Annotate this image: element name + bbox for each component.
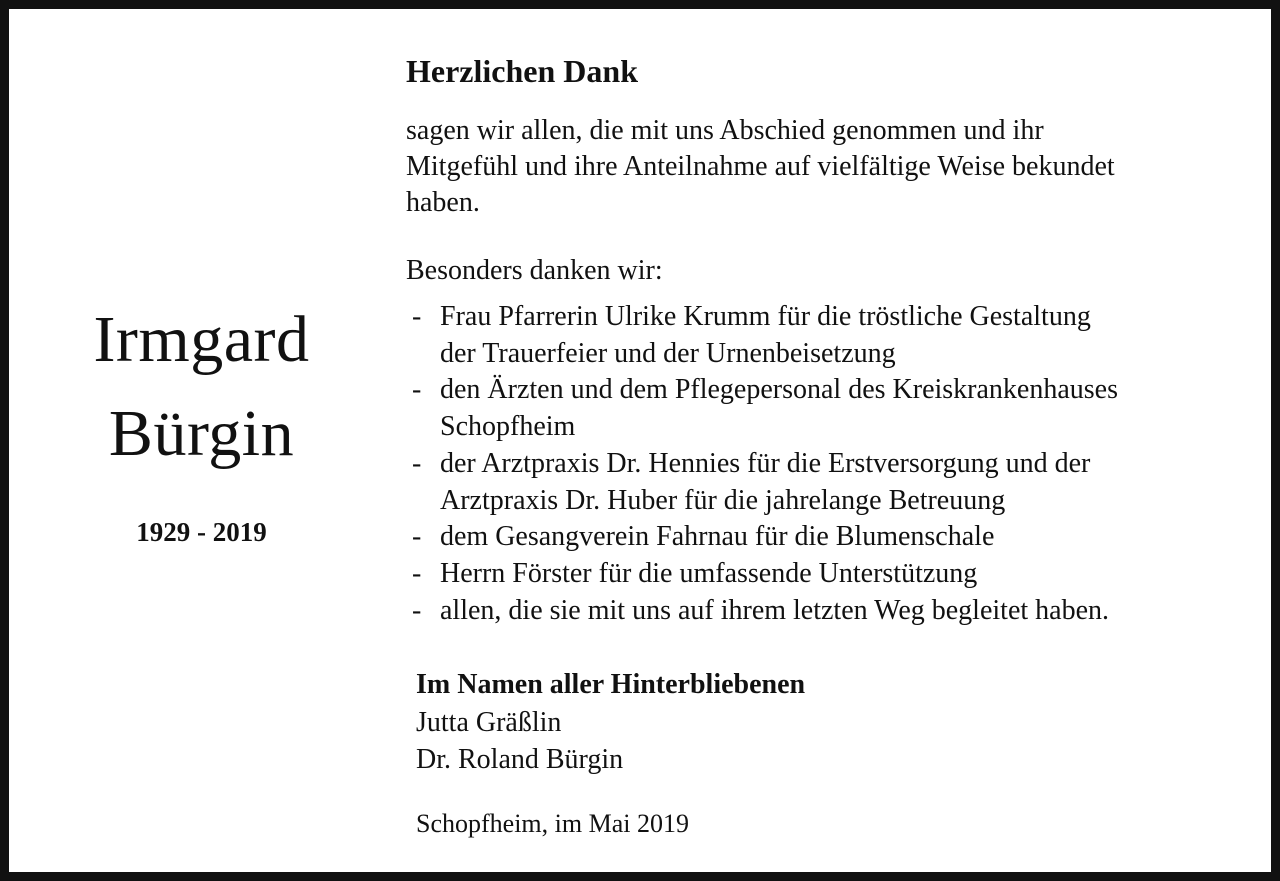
intro-line: Mitgefühl und ihre Anteilnahme auf vielfältige Weise bekundet <box>406 151 1115 182</box>
bullet-dash: - <box>412 301 422 332</box>
signatory-name: Dr. Roland Bürgin <box>416 744 624 775</box>
bullet-dash: - <box>412 374 422 406</box>
list-item-line: Schopfheim <box>440 411 576 443</box>
special-thanks-label: Besonders danken wir: <box>406 255 663 286</box>
intro-line: haben. <box>406 187 480 218</box>
list-item <box>406 556 1118 593</box>
list-item-line: dem Gesangverein Fahrnau für die Blumenschale <box>440 521 995 553</box>
signature-title: Im Namen aller Hinterbliebenen <box>416 669 806 700</box>
bullet-dash: - <box>412 447 422 479</box>
deceased-first-name: Irmgard <box>93 303 310 376</box>
list-item <box>406 372 1118 445</box>
intro-line: sagen wir allen, die mit uns Abschied genommen und ihr <box>406 115 1044 146</box>
list-item <box>406 519 1118 556</box>
notice-heading: Herzlichen Dank <box>406 53 638 89</box>
life-dates: 1929 - 2019 <box>136 517 267 547</box>
list-item-line: Herrn Förster für die umfassende Unterstützung <box>440 557 978 589</box>
bullet-dash: - <box>412 557 422 589</box>
list-item <box>406 299 1118 372</box>
signatory-name: Jutta Gräßlin <box>416 707 562 738</box>
list-item-line: der Arztpraxis Dr. Hennies für die Erstversorgung und der <box>440 447 1091 479</box>
list-item-line: der Trauerfeier und der Urnenbeisetzung <box>440 337 896 369</box>
list-item-line: Arztpraxis Dr. Huber für die jahrelange Betreuung <box>440 484 1006 516</box>
thanks-text-panel <box>406 9 1266 872</box>
list-item-line: allen, die sie mit uns auf ihrem letzten Weg begleitet haben. <box>440 594 1110 626</box>
deceased-last-name: Bürgin <box>108 397 295 470</box>
deceased-panel <box>9 9 394 872</box>
list-item <box>406 593 1118 630</box>
list-item-line: Frau Pfarrerin Ulrike Krumm für die tröstliche Gestaltung <box>440 301 1091 332</box>
list-item <box>406 446 1118 519</box>
intro-paragraph <box>406 113 1246 221</box>
place-and-date: Schopfheim, im Mai 2019 <box>416 809 689 838</box>
thanks-list <box>406 299 1118 629</box>
bullet-dash: - <box>412 521 422 553</box>
list-item-line: den Ärzten und dem Pflegepersonal des Kreiskrankenhauses <box>440 374 1119 406</box>
bullet-dash: - <box>412 594 422 626</box>
